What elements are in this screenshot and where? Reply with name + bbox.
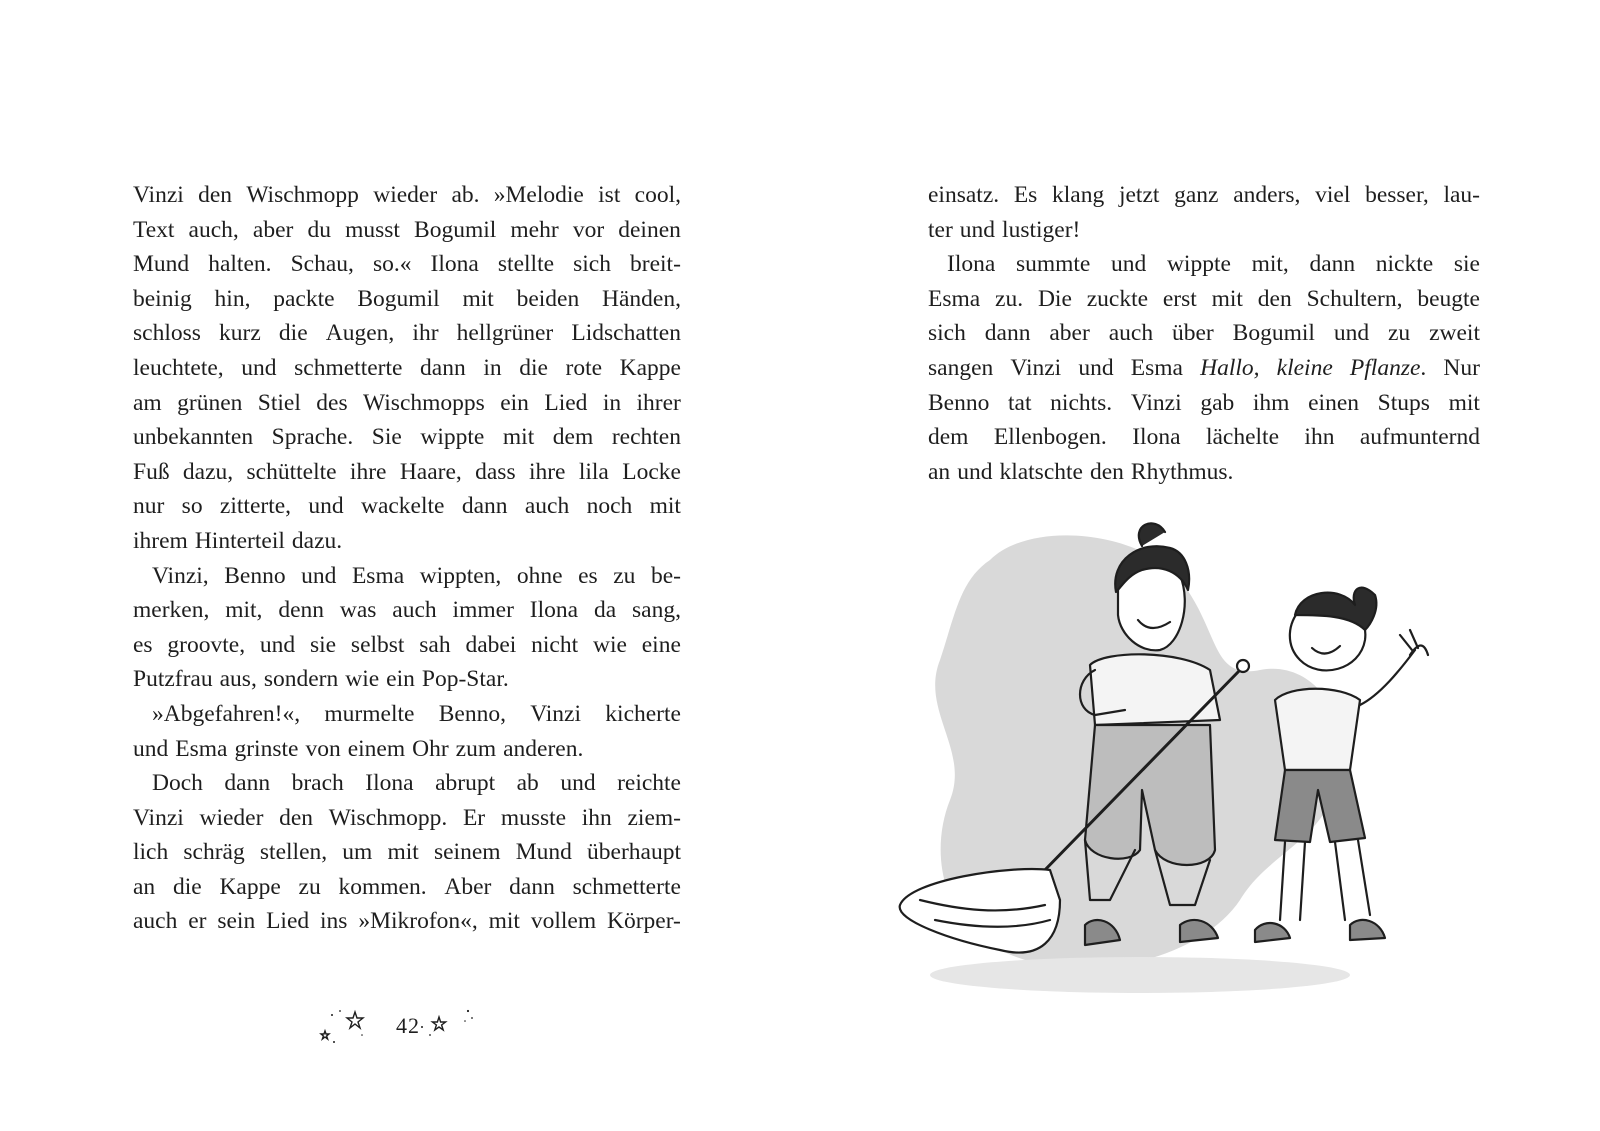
text-line: sich dann aber auch über Bogumil und zu zweit [928, 320, 1480, 347]
text-line: ter und lustiger! [928, 216, 1081, 243]
text-line: Fuß dazu, schüttelte ihre Haare, dass ihre lila Locke [133, 458, 681, 485]
illustration-singing-with-mop [880, 520, 1480, 1020]
text-line: Mund halten. Schau, so.« Ilona stellte sich breit- [133, 251, 681, 278]
text-line: und Esma grinste von einem Ohr zum anderen. [133, 735, 584, 762]
text-line: an die Kappe zu kommen. Aber dann schmetterte [133, 873, 681, 900]
text-line: dem Ellenbogen. Ilona lächelte ihn aufmunternd [928, 424, 1480, 451]
text-line: »Abgefahren!«, murmelte Benno, Vinzi kicherte [152, 700, 681, 727]
text-line: nur so zitterte, und wackelte dann auch noch mit [133, 493, 681, 520]
text-line: Esma zu. Die zuckte erst mit den Schultern, beugte [928, 285, 1480, 312]
text-line: beinig hin, packte Bogumil mit beiden Händen, [133, 285, 681, 312]
page-number-ornament [318, 1005, 488, 1050]
text-line: Vinzi, Benno und Esma wippten, ohne es zu be- [152, 562, 681, 589]
text-line: sangen Vinzi und Esma Hallo, kleine Pflanze. Nur [928, 354, 1480, 381]
right-body-text [928, 178, 1480, 489]
text-line: unbekannten Sprache. Sie wippte mit dem rechten [133, 424, 681, 451]
text-line: lich schräg stellen, um mit seinem Mund überhaupt [133, 839, 681, 866]
text-line: am grünen Stiel des Wischmopps ein Lied in ihrer [133, 389, 681, 416]
page-number: 42 [396, 1013, 420, 1038]
text-line: leuchtete, und schmetterte dann in die rote Kappe [133, 354, 681, 381]
text-line: Vinzi den Wischmopp wieder ab. »Melodie ist cool, [133, 182, 681, 208]
text-line: merken, mit, denn was auch immer Ilona da sang, [133, 597, 681, 624]
text-line: Text auch, aber du musst Bogumil mehr vor deinen [133, 216, 681, 243]
text-line: es groovte, und sie selbst sah dabei nicht wie eine [133, 631, 681, 658]
text-line: an und klatschte den Rhythmus. [928, 458, 1234, 485]
text-line: ihrem Hinterteil dazu. [133, 527, 343, 554]
text-line: Putzfrau aus, sondern wie ein Pop-Star. [133, 666, 509, 693]
text-line: einsatz. Es klang jetzt ganz anders, viel besser, lau- [928, 182, 1480, 208]
text-line: schloss kurz die Augen, ihr hellgrüner Lidschatten [133, 320, 681, 347]
text-line: Ilona summte und wippte mit, dann nickte sie [947, 251, 1480, 278]
text-line: auch er sein Lied ins »Mikrofon«, mit vollem Körper- [133, 908, 681, 935]
text-line: Benno tat nichts. Vinzi gab ihm einen Stups mit [928, 389, 1480, 416]
text-line: Vinzi wieder den Wischmopp. Er musste ihn ziem- [133, 804, 681, 831]
text-line: Doch dann brach Ilona abrupt ab und reichte [152, 770, 681, 797]
left-body-text [133, 178, 681, 939]
